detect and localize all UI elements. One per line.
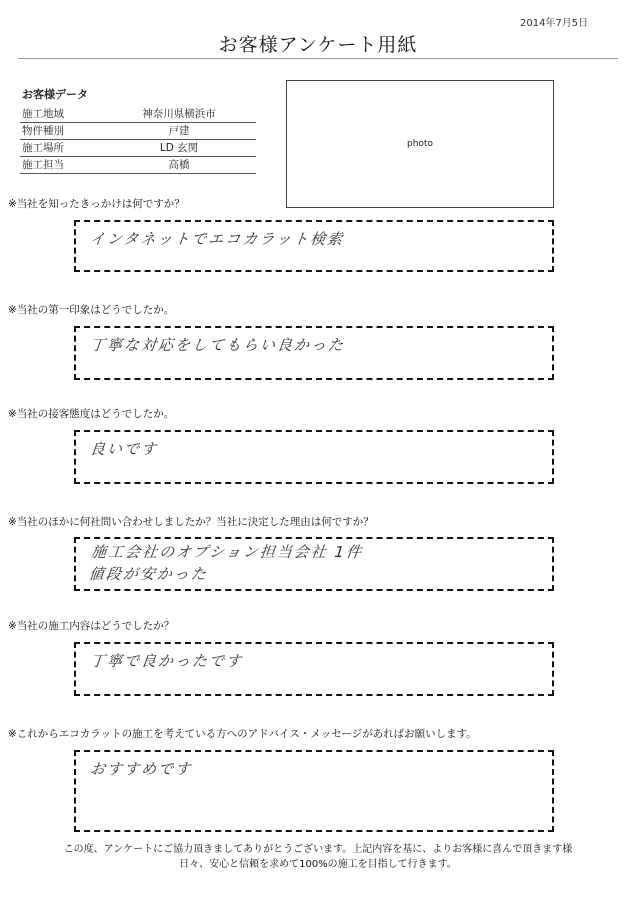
question-1: ※当社を知ったきっかけは何ですか？ xyxy=(8,198,185,210)
footer-line-2: 日々、安心と信頼を求めて100%の施工を目指して行きます。 xyxy=(179,859,457,870)
question-2: ※当社の第一印象はどうでしたか。 xyxy=(8,304,175,316)
answer-box-2 xyxy=(74,326,554,380)
answer-box-1 xyxy=(74,220,554,272)
info-row-location xyxy=(20,140,256,157)
answer-box-5 xyxy=(74,642,554,696)
info-value: 高橋 xyxy=(168,159,190,171)
info-label: 施工担当 xyxy=(22,159,64,171)
info-row-area xyxy=(20,106,256,123)
info-label: 物件種別 xyxy=(22,125,64,137)
info-label: 施工地域 xyxy=(22,108,64,120)
answer-5: 丁寧で良かったです xyxy=(89,652,244,670)
answer-box-3 xyxy=(74,430,554,484)
info-row-property-type xyxy=(20,123,256,140)
customer-data-heading: お客様データ xyxy=(22,88,88,101)
question-6: ※これからエコカラットの施工を考えている方へのアドバイス・メッセージがあればお願いします。 xyxy=(8,728,477,740)
answer-6: おすすめです xyxy=(89,760,194,778)
answer-3: 良いです xyxy=(89,440,159,458)
info-value: 神奈川県横浜市 xyxy=(142,108,216,120)
customer-data-table xyxy=(20,106,256,174)
answer-box-4 xyxy=(74,537,554,591)
title-divider xyxy=(18,58,618,59)
answer-4: 施工会社のオプション担当会社 1件 値段が安かった xyxy=(87,543,365,583)
survey-date: 2014年7月5日 xyxy=(520,18,589,29)
answer-2: 丁寧な対応をしてもらい良かった xyxy=(89,336,346,354)
info-row-staff xyxy=(20,157,256,174)
photo-placeholder xyxy=(286,80,554,208)
page-title: お客様アンケート用紙 xyxy=(218,34,418,56)
footer-line-1: この度、アンケートにご協力頂きましてありがとうございます。上記内容を基に、よりお客様に喜んで頂きます様 xyxy=(63,844,573,855)
question-3: ※当社の接客態度はどうでしたか。 xyxy=(8,408,175,420)
info-value: LD 玄関 xyxy=(159,142,199,154)
info-label: 施工場所 xyxy=(22,142,64,154)
question-4: ※当社のほかに何社問い合わせしましたか？当社に決定した理由は何ですか？ xyxy=(8,516,374,528)
question-5: ※当社の施工内容はどうでしたか？ xyxy=(8,620,175,632)
info-value: 戸建 xyxy=(168,125,190,137)
photo-label: photo xyxy=(407,139,433,149)
answer-1: インタネットでエコカラット検索 xyxy=(89,230,346,248)
answer-box-6 xyxy=(74,750,554,832)
footer-message xyxy=(0,842,636,872)
